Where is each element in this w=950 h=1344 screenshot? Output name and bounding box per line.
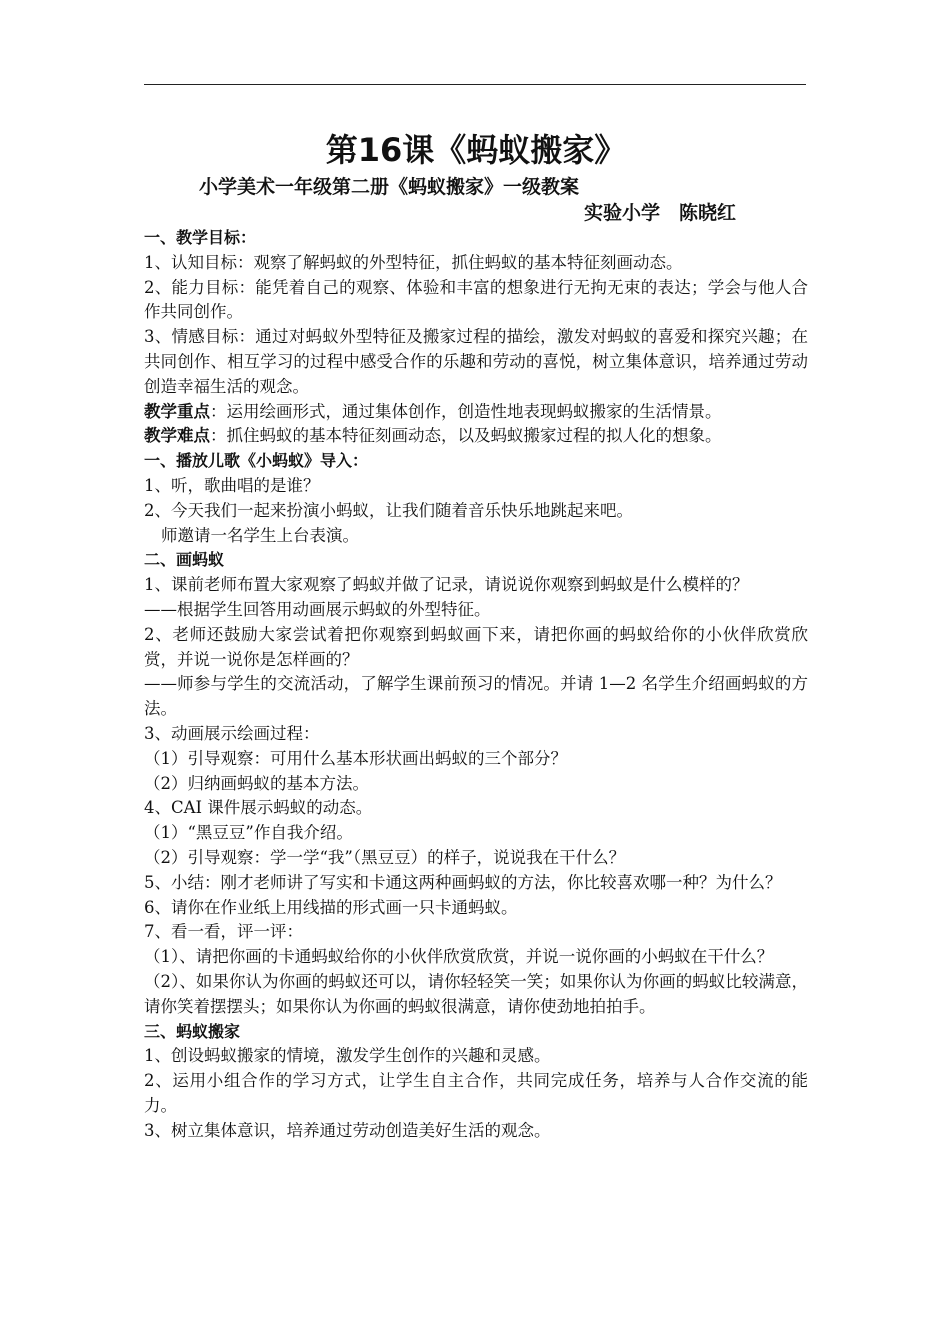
paragraph: 2、运用小组合作的学习方式，让学生自主合作，共同完成任务，培养与人合作交流的能力。 bbox=[144, 1071, 808, 1115]
paragraph: 3、情感目标：通过对蚂蚁外型特征及搬家过程的描绘，激发对蚂蚁的喜爱和探究兴趣；在共同创作、相互学习的过程中感受合作的乐趣和劳动的喜悦，树立集体意识，培养通过劳动创造幸福生活的观念。 bbox=[144, 327, 808, 396]
header-rule bbox=[144, 84, 806, 85]
difficulty-paragraph bbox=[144, 424, 808, 449]
section-heading-moving: 三、蚂蚁搬家 bbox=[144, 1021, 241, 1041]
paragraph: 6、请你在作业纸上用线描的形式画一只卡通蚂蚁。 bbox=[144, 897, 518, 917]
difficulty-text: ：抓住蚂蚁的基本特征刻画动态，以及蚂蚁搬家过程的拟人化的想象。 bbox=[210, 426, 722, 446]
section-heading-intro: 一、播放儿歌《小蚂蚁》导入： bbox=[144, 451, 369, 471]
author-line: 实验小学 陈晓红 bbox=[583, 202, 736, 224]
page-title: 第16课《蚂蚁搬家》 bbox=[325, 131, 627, 169]
paragraph: （1）引导观察：可用什么基本形状画出蚂蚁的三个部分？ bbox=[144, 748, 567, 768]
paragraph: ——师参与学生的交流活动，了解学生课前预习的情况。并请 1—2 名学生介绍画蚂蚁的方法。 bbox=[144, 674, 808, 719]
paragraph: （2）、如果你认为你画的蚂蚁还可以，请你轻轻笑一笑；如果你认为你画的蚂蚁比较满意，请你笑着摆摆头；如果你认为你画的蚂蚁很满意，请你使劲地拍拍手。 bbox=[144, 971, 808, 1016]
paragraph: 3、动画展示绘画过程： bbox=[144, 723, 320, 743]
difficulty-label: 教学难点 bbox=[144, 426, 210, 446]
paragraph: （2）归纳画蚂蚁的基本方法。 bbox=[144, 773, 369, 793]
section-heading-objectives: 一、教学目标： bbox=[144, 228, 257, 247]
paragraph: 1、认知目标：观察了解蚂蚁的外型特征，抓住蚂蚁的基本特征刻画动态。 bbox=[144, 252, 683, 272]
paragraph: 3、树立集体意识，培养通过劳动创造美好生活的观念。 bbox=[144, 1120, 551, 1140]
paragraph: 4、CAI 课件展示蚂蚁的动态。 bbox=[144, 798, 373, 818]
paragraph: 1、创设蚂蚁搬家的情境，激发学生创作的兴趣和灵感。 bbox=[144, 1046, 551, 1066]
paragraph: （1）、请把你画的卡通蚂蚁给你的小伙伴欣赏欣赏，并说一说你画的小蚂蚁在干什么？ bbox=[144, 947, 774, 967]
paragraph: 2、今天我们一起来扮演小蚂蚁，让我们随着音乐快乐地跳起来吧。 bbox=[144, 500, 633, 520]
paragraph: 师邀请一名学生上台表演。 bbox=[161, 525, 359, 545]
key-point-paragraph bbox=[144, 400, 808, 425]
subtitle: 小学美术一年级第二册《蚂蚁搬家》一级教案 bbox=[199, 176, 580, 198]
paragraph: 1、课前老师布置大家观察了蚂蚁并做了记录，请说说你观察到蚂蚁是什么模样的？ bbox=[144, 575, 749, 595]
paragraph: 5、小结：刚才老师讲了写实和卡通这两种画蚂蚁的方法，你比较喜欢哪一种？为什么？ bbox=[144, 872, 782, 892]
document-body bbox=[144, 126, 808, 1143]
paragraph: 1、听，歌曲唱的是谁？ bbox=[144, 475, 320, 495]
paragraph: （2）引导观察：学一学“我”（黑豆豆）的样子，说说我在干什么？ bbox=[144, 847, 626, 867]
paragraph: 7、看一看，评一评： bbox=[144, 922, 303, 942]
key-point-label: 教学重点 bbox=[144, 401, 210, 421]
paragraph: （1）“黑豆豆”作自我介绍。 bbox=[144, 823, 353, 843]
paragraph: 2、老师还鼓励大家尝试着把你观察到蚂蚁画下来，请把你画的蚂蚁给你的小伙伴欣赏欣赏，并说一说你是怎样画的？ bbox=[144, 624, 808, 669]
paragraph: ——根据学生回答用动画展示蚂蚁的外型特征。 bbox=[144, 599, 491, 619]
key-point-text: ：运用绘画形式，通过集体创作，创造性地表现蚂蚁搬家的生活情景。 bbox=[210, 401, 722, 421]
paragraph: 2、能力目标：能凭着自己的观察、体验和丰富的想象进行无拘无束的表达；学会与他人合作共同创作。 bbox=[144, 277, 808, 322]
section-heading-draw: 二、画蚂蚁 bbox=[144, 550, 225, 570]
